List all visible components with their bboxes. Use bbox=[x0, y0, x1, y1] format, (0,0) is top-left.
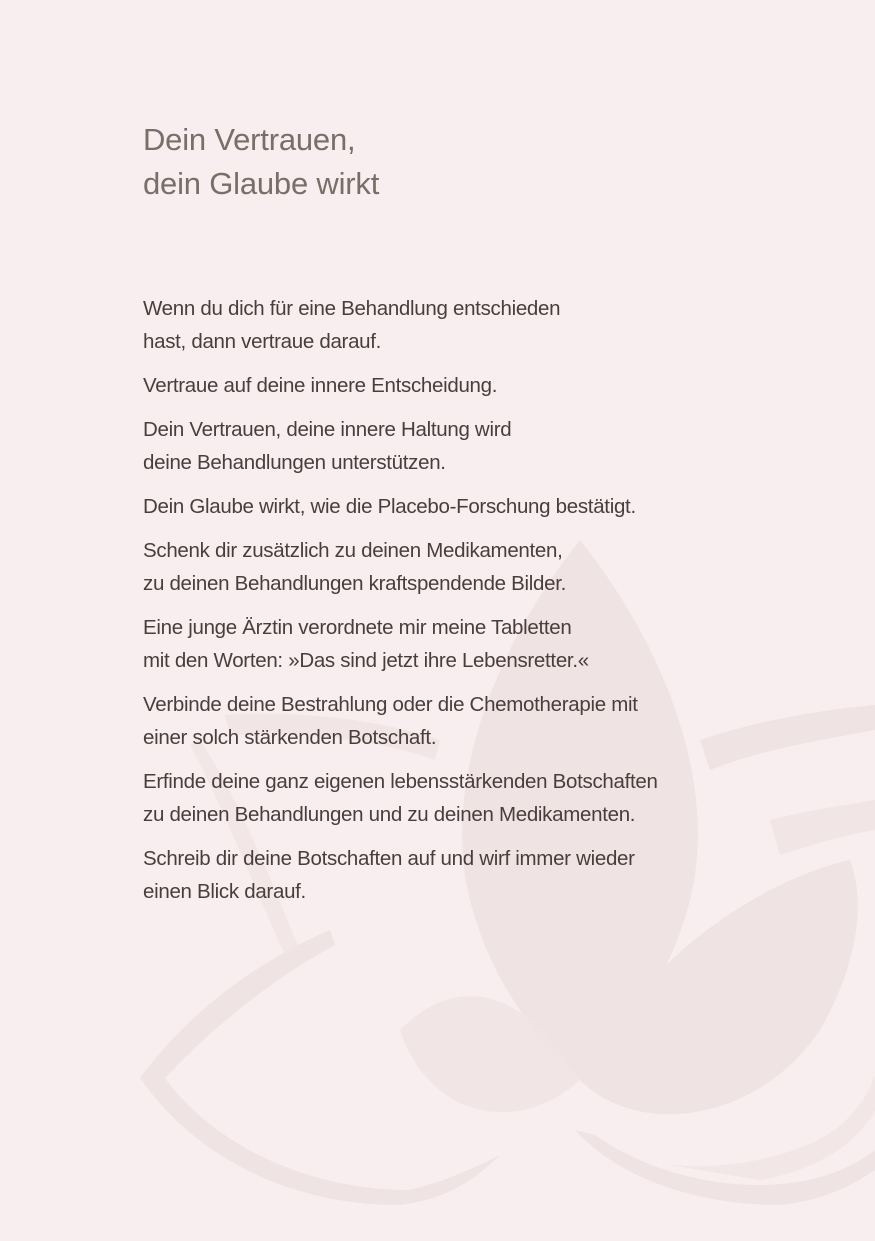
text-line: Dein Glaube wirkt, wie die Placebo-Forschung bestätigt. bbox=[143, 495, 636, 518]
text-line: hast, dann vertraue darauf. bbox=[143, 330, 382, 353]
text-line: einen Blick darauf. bbox=[143, 880, 306, 903]
title-line: Dein Vertrauen, bbox=[143, 122, 356, 157]
paragraph bbox=[143, 842, 783, 908]
text-line: zu deinen Behandlungen kraftspendende Bilder. bbox=[143, 572, 567, 595]
title-line: dein Glaube wirkt bbox=[143, 166, 380, 201]
text-line: Schreib dir deine Botschaften auf und wirf immer wieder bbox=[143, 847, 635, 870]
paragraph bbox=[143, 534, 783, 600]
text-line: einer solch stärkenden Botschaft. bbox=[143, 726, 437, 749]
text-line: Dein Vertrauen, deine innere Haltung wird bbox=[143, 418, 512, 441]
text-line: Wenn du dich für eine Behandlung entschieden bbox=[143, 297, 561, 320]
text-line: mit den Worten: »Das sind jetzt ihre Lebensretter.« bbox=[143, 649, 589, 672]
paragraph bbox=[143, 765, 783, 831]
text-line: Eine junge Ärztin verordnete mir meine Tabletten bbox=[143, 616, 572, 639]
text-line: Vertraue auf deine innere Entscheidung. bbox=[143, 374, 498, 397]
page-title bbox=[143, 118, 783, 206]
text-line: zu deinen Behandlungen und zu deinen Medikamenten. bbox=[143, 803, 636, 826]
page-content bbox=[143, 118, 783, 919]
paragraph bbox=[143, 688, 783, 754]
paragraph bbox=[143, 611, 783, 677]
text-line: deine Behandlungen unterstützen. bbox=[143, 451, 446, 474]
paragraph bbox=[143, 490, 783, 523]
text-line: Verbinde deine Bestrahlung oder die Chemotherapie mit bbox=[143, 693, 638, 716]
paragraph bbox=[143, 369, 783, 402]
body-text bbox=[143, 292, 783, 908]
paragraph bbox=[143, 292, 783, 358]
text-line: Schenk dir zusätzlich zu deinen Medikamenten, bbox=[143, 539, 563, 562]
paragraph bbox=[143, 413, 783, 479]
text-line: Erfinde deine ganz eigenen lebensstärkenden Botschaften bbox=[143, 770, 658, 793]
